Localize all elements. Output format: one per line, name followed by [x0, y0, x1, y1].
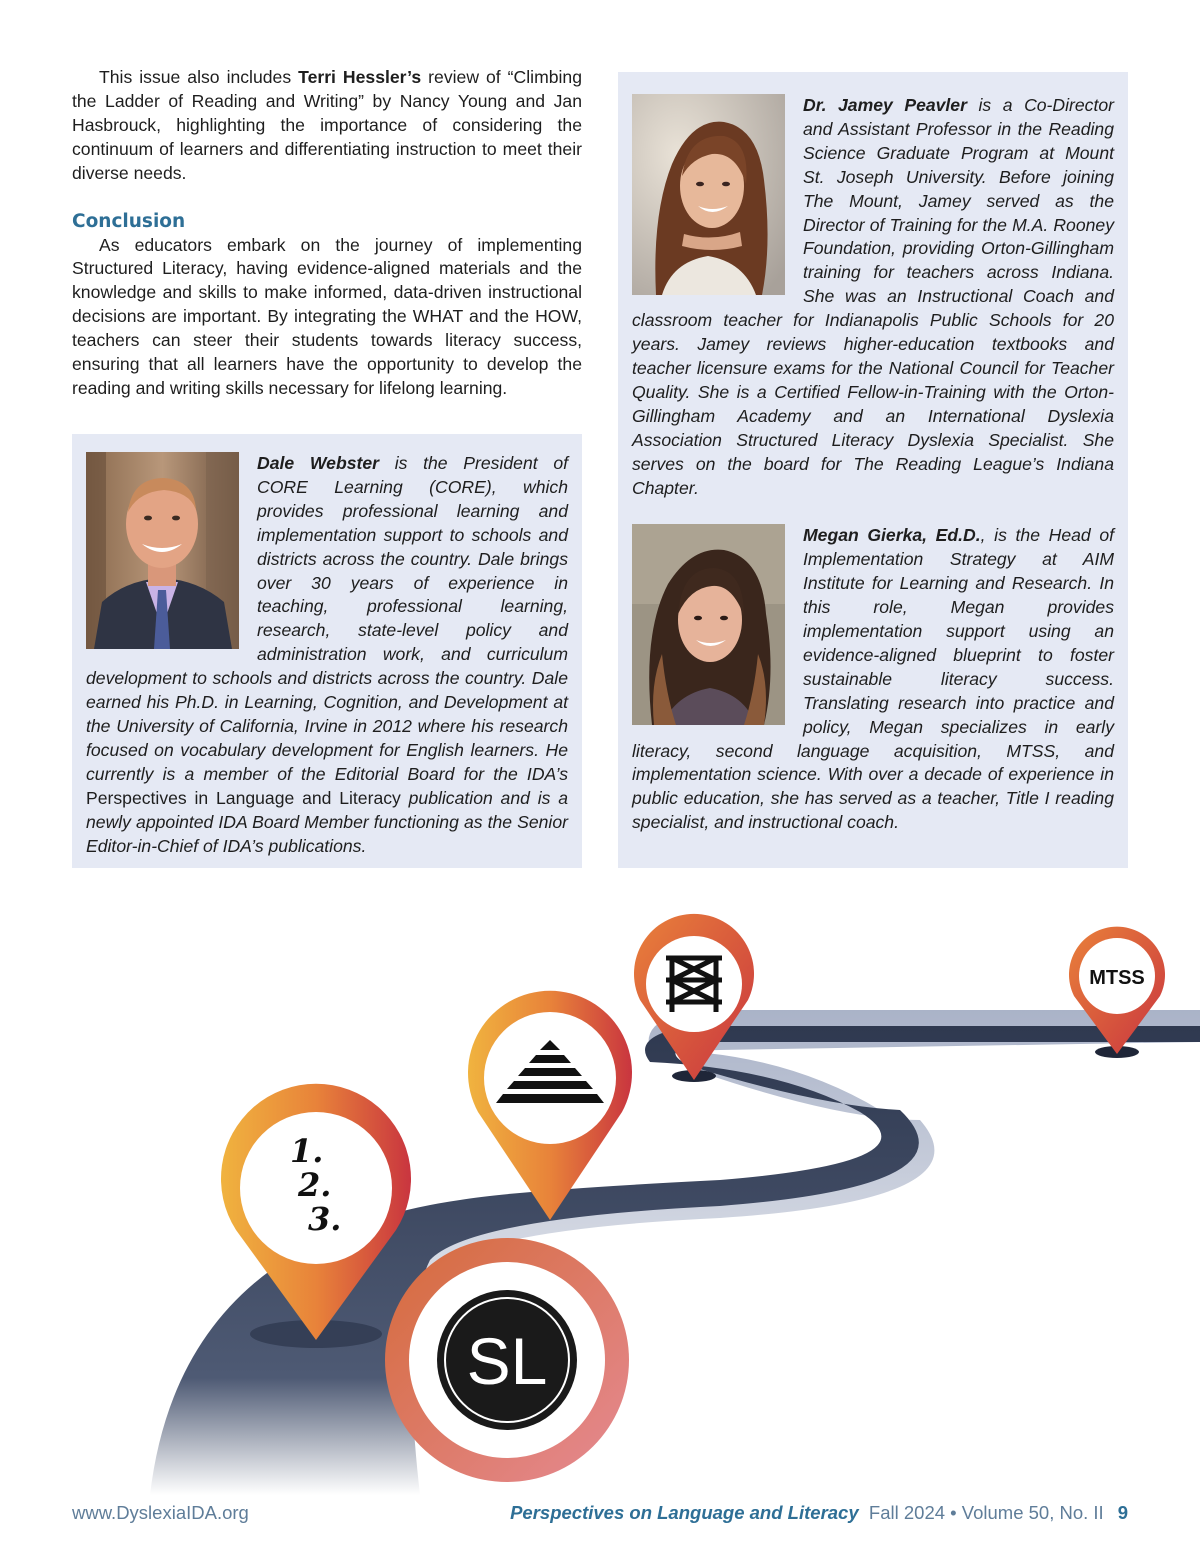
bio-publication-title: Perspectives in Language and Literacy [86, 787, 401, 808]
bio-name-peavler: Dr. Jamey Peavler [803, 95, 967, 115]
footer-issue: Fall 2024 • Volume 50, No. II [868, 1502, 1104, 1523]
bio-name-webster: Dale Webster [257, 453, 379, 473]
bio-gierka [632, 524, 1114, 835]
intro-text-start: This issue also includes [99, 67, 299, 87]
pin-list-item-3: 3. [308, 1200, 342, 1238]
bio-body-peavler: is a Co-Director and Assistant Professor in the Reading Science Graduate Program at Mount St. Joseph University. Before joining The Mount, Jamey served as the Director of Training for the M.A. Rooney Foundation, providing Orton-Gillingham training for teachers across Indiana. She was an Instructional Coach and classroom teacher for Indianapolis Public Schools for 20 years. Jamey reviews higher-education textbooks and teacher licensure exams for the National Council for Teacher Quality. She is a Certified Fellow-in-Training with the Orton-Gillingham Academy and an International Dyslexia Association Structured Literacy Dyslexia Specialist. She serves on the board for The Reading League’s Indiana Chapter. [632, 95, 1115, 498]
left-column [72, 66, 582, 401]
bio-box-right [618, 72, 1128, 868]
footer-journal-title: Perspectives on Language and Literacy [510, 1502, 859, 1523]
photo-jamey-peavler [632, 94, 785, 295]
bio-name-gierka: Megan Gierka, Ed.D. [803, 525, 981, 546]
footer-url[interactable]: www.DyslexiaIDA.org [72, 1502, 249, 1523]
bio-body-webster-a: is the President of CORE Learning (CORE), which provides professional learning and implementation support to schools and districts across the country. Dale brings over 30 years of experience in teaching, professional learning, research, state-level policy and administration work, and curriculum development to schools and districts across the country. Dale earned his Ph.D. in Learning, Cognition, and Development at the University of California, Irvine in 2012 where his research focused on vocabulary development for English learners. He currently is a member of the Editorial Board for the IDA’s [86, 453, 568, 784]
footer-issue-info [510, 1500, 1128, 1526]
bio-box-webster [72, 434, 582, 868]
pin-list-item-1: 1. [290, 1132, 324, 1170]
bio-body-gierka: , is the Head of Implementation Strategy at AIM Institute for Learning and Research. In this role, Megan provides implementation support using an evidence-aligned blueprint to foster sustainable literacy success. Translating research into practice and policy, Megan specializes in early literacy, second language acquisition, MTSS, and implementation science. With over a decade of experience in public education, she has served as a teacher, Title I reading specialist, and instructional coach. [632, 525, 1114, 833]
bio-body-webster-b: publication and is a newly appointed IDA Board Member functioning as the Senior Editor-in-Chief of IDA’s publications. [86, 787, 568, 856]
conclusion-heading: Conclusion [72, 210, 186, 232]
pin-pyramid [468, 991, 632, 1220]
photo-dale-webster [86, 452, 239, 649]
intro-reviewer-name: Terri Hessler’s [298, 67, 422, 87]
bio-peavler [632, 94, 1114, 500]
intro-paragraph [72, 66, 582, 186]
photo-megan-gierka [632, 524, 785, 725]
conclusion-paragraph: As educators embark on the journey of implementing Structured Literacy, having evidence-aligned materials and the knowledge and skills to make informed, data-driven instructional decisions are important. By integrating the WHAT and the HOW, teachers can steer their students towards literacy success, ensuring that all learners have the opportunity to develop the reading and writing skills necessary for lifelong learning. [72, 234, 582, 398]
page-number: 9 [1117, 1502, 1128, 1523]
roadmap-illustration [0, 900, 1200, 1500]
pin-list-item-2: 2. [298, 1166, 332, 1204]
sl-logo-text: SL [466, 1324, 548, 1398]
mtss-label: MTSS [1089, 967, 1145, 989]
pin-sl-logo [385, 1238, 629, 1482]
intro-text-end: review of “Climbing the Ladder of Reading and Writing” by Nancy Young and Jan Hasbrouck, highlighting the importance of considering the continuum of learners and differentiating instruction to meet their diverse needs. [72, 67, 582, 183]
page-footer [72, 1500, 1128, 1526]
